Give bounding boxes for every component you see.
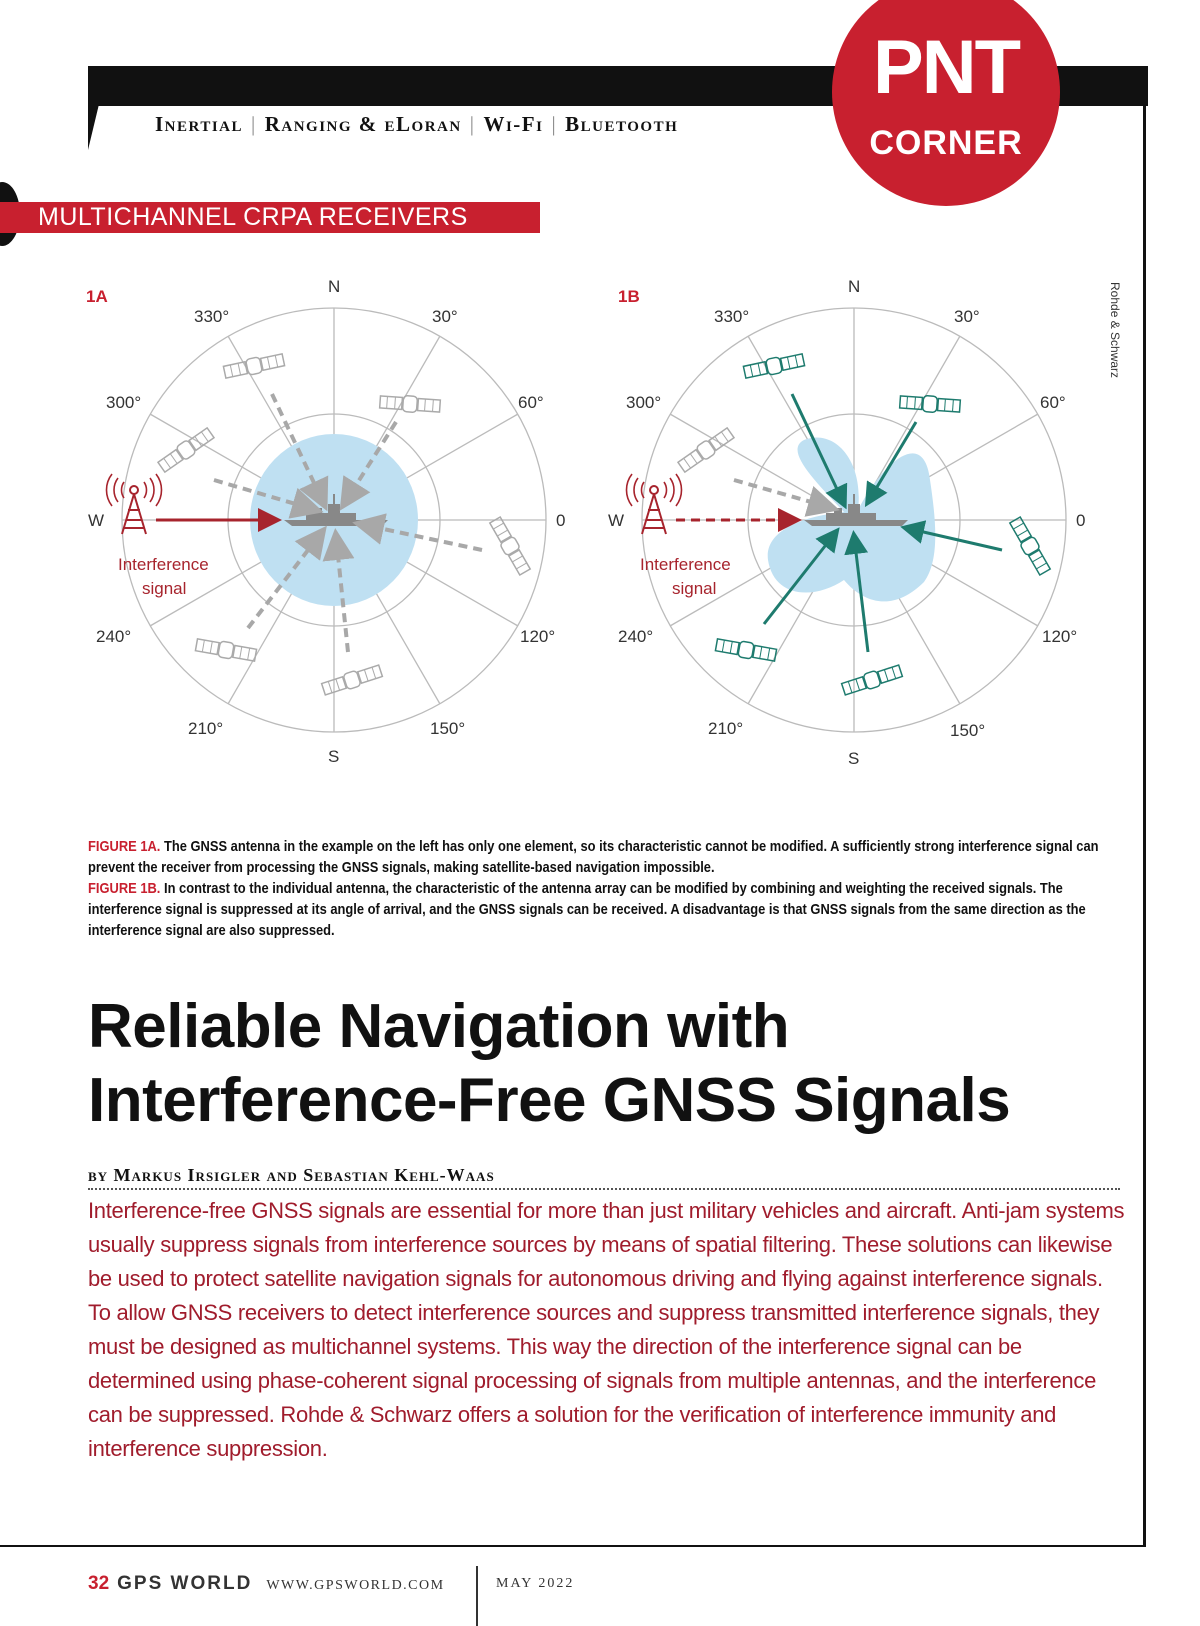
page-footer: [88, 1573, 445, 1595]
issue-date: MAY 2022: [496, 1576, 575, 1591]
satellite-icon: [677, 426, 735, 474]
compass-150-label: 150°: [950, 721, 986, 740]
interference-label-1a-line2: signal: [142, 579, 187, 598]
nav-item-bluetooth: Bluetooth: [565, 112, 679, 136]
satellite-icon: [195, 637, 257, 663]
caption-1a-label: FIGURE 1A.: [88, 838, 161, 855]
satellite-icon: [841, 663, 903, 697]
compass-n-label: N: [328, 277, 341, 296]
compass-330-label: 330°: [714, 307, 750, 326]
satellite-icon: [715, 637, 777, 663]
badge-subtitle: CORNER: [869, 124, 1023, 162]
compass-30-label: 30°: [954, 307, 980, 326]
nav-item-ranging: Ranging & eLoran: [264, 112, 462, 136]
website-link[interactable]: WWW.GPSWORLD.COM: [266, 1578, 445, 1593]
compass-300-label: 300°: [106, 393, 142, 412]
article-intro: Interference-free GNSS signals are essential for more than just military vehicles and aircraft. Anti-jam systems usually suppress signals from interference sources by means of spatial filtering. These solutions can likewise be used to protect satellite navigation signals for autonomous driving and flying against interference signals. To allow GNSS receivers to detect interference sources and suppress transmitted interference signals, they must be designed as multichannel systems. This way the direction of the interference signal can be determined using phase-coherent signal processing of signals from multiple antennas, and the interference can be suppressed. Rohde & Schwarz offers a solution for the verification of interference immunity and interference suppression.: [88, 1198, 1125, 1461]
compass-w-label: W: [608, 511, 625, 530]
figure-1a: [106, 308, 546, 732]
nav-item-wifi: Wi-Fi: [483, 112, 544, 136]
section-tag-label: MULTICHANNEL CRPA RECEIVERS: [38, 203, 468, 231]
compass-240-label: 240°: [618, 627, 654, 646]
compass-e-label: 0: [556, 511, 566, 530]
compass-300-label: 300°: [626, 393, 662, 412]
caption-1b-text: In contrast to the individual antenna, the characteristic of the antenna array can be modified by combining and weighting the received signals. The interference signal is suppressed at its angle of arrival, and the GNSS signals can be received. A disadvantage is that GNSS signals from the same direction as the interference signal are also suppressed.: [88, 880, 1086, 939]
satellite-icon: [321, 663, 383, 697]
figure-polar-diagrams: [82, 274, 1112, 794]
interference-tower-icon: [626, 474, 681, 534]
article-title-line2: Interference-Free GNSS Signals: [88, 1066, 1011, 1135]
satellite-icon: [380, 394, 441, 414]
magazine-name: GPS WORLD: [117, 1573, 253, 1594]
compass-30-label: 30°: [432, 307, 458, 326]
article-title: [88, 990, 1010, 1138]
byline-divider: [88, 1188, 1120, 1190]
compass-w-label: W: [88, 511, 105, 530]
satellite-icon: [743, 352, 805, 380]
caption-1a-text: The GNSS antenna in the example on the left has only one element, so its characteristic cannot be modified. A sufficiently strong interference signal can prevent the receiver from processing the GNSS signals, making satellite-based navigation impossible.: [88, 838, 1099, 876]
topic-nav: Inertial | Ranging & eLoran | Wi-Fi | Bluetooth: [155, 112, 679, 136]
image-credit: Rohde & Schwarz: [1108, 282, 1122, 379]
compass-210-label: 210°: [188, 719, 224, 738]
compass-60-label: 60°: [1040, 393, 1066, 412]
header-bar-tail: [88, 100, 100, 150]
compass-60-label: 60°: [518, 393, 544, 412]
compass-240-label: 240°: [96, 627, 132, 646]
satellite-icon: [1008, 516, 1052, 576]
interference-label-1a: Interference: [118, 555, 209, 574]
compass-150-label: 150°: [430, 719, 466, 738]
compass-330-label: 330°: [194, 307, 230, 326]
compass-s-label: S: [328, 747, 340, 766]
page-number: 32: [88, 1573, 110, 1594]
compass-e-label: 0: [1076, 511, 1086, 530]
satellite-icon: [157, 426, 215, 474]
article-title-line1: Reliable Navigation with: [88, 992, 790, 1061]
compass-s-label: S: [848, 749, 860, 768]
satellite-icon: [223, 352, 285, 380]
compass-120-label: 120°: [1042, 627, 1078, 646]
footer-divider: [476, 1566, 478, 1626]
interference-tower-icon: [106, 474, 161, 534]
satellite-icon: [900, 394, 961, 414]
badge-title: PNT: [873, 25, 1019, 110]
nav-item-inertial: Inertial: [155, 112, 243, 136]
figure-label-1b: 1B: [618, 287, 640, 306]
figure-caption: [88, 836, 1124, 941]
caption-1b-label: FIGURE 1B.: [88, 880, 161, 897]
article-byline: by Markus Irsigler and Sebastian Kehl-Waas: [88, 1165, 495, 1185]
bottom-border-rule: [0, 1545, 1146, 1547]
compass-120-label: 120°: [520, 627, 556, 646]
interference-label-1b: Interference: [640, 555, 731, 574]
figure-1b: [626, 308, 1066, 732]
compass-210-label: 210°: [708, 719, 744, 738]
figure-label-1a: 1A: [86, 287, 108, 306]
satellite-icon: [488, 516, 532, 576]
right-border-rule: [1143, 66, 1146, 1546]
compass-n-label: N: [848, 277, 861, 296]
interference-label-1b-line2: signal: [672, 579, 717, 598]
